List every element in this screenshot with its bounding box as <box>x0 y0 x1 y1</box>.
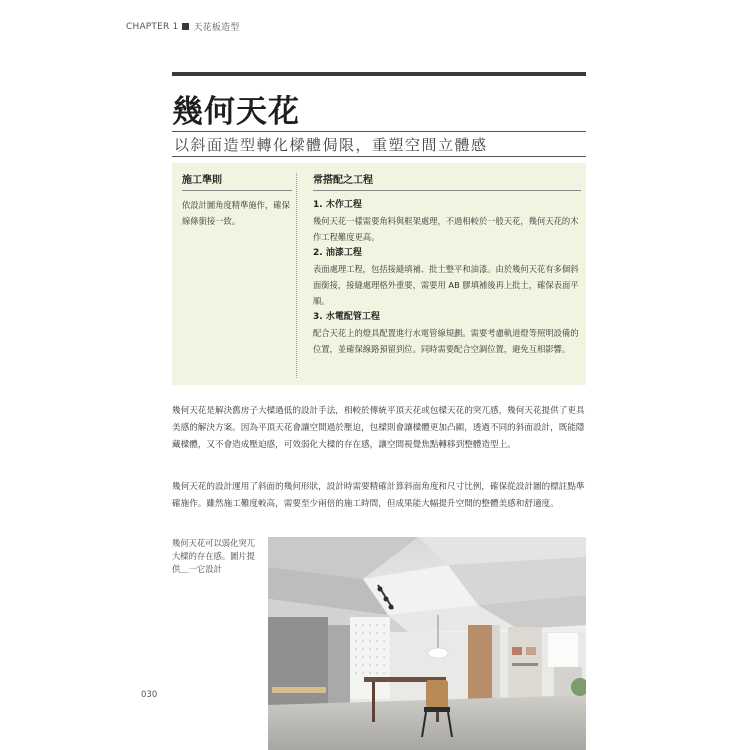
top-rule <box>172 72 586 76</box>
section-title-electrical: 3. 水電配管工程 <box>313 312 380 322</box>
section-label: 天花板造型 <box>193 23 240 33</box>
body-paragraph-1: 幾何天花是解決舊房子大樑過低的設計手法，相較於傳統平頂天花或包樑天花的突兀感，幾何天花提供了更具美感的解決方案。因為平頂天花會讓空間過於壓迫，包樑則會讓樑體更加凸顯，透過不同的斜面設計，既能隱藏樑體，又不會造成壓迫感，可效弱化大樑的存在感，讓空間視覺焦點轉移到整體造型上。 <box>172 406 585 450</box>
section-body-painting: 表面處理工程，包括接縫填補、批土整平和油漆。由於幾何天花有多個斜面銜接，接縫處理格外重要，需要用 AB 膠填補後再上批土，確保表面平順。 <box>313 264 579 306</box>
page-title: 幾何天花 <box>172 94 300 130</box>
interior-photo-illustration <box>268 537 586 750</box>
page-number: 030 <box>141 690 158 700</box>
running-head <box>126 20 239 33</box>
column-divider <box>296 173 297 378</box>
related-works-heading: 常搭配之工程 <box>313 171 581 191</box>
construction-principle-text: 依設計圖角度精準施作，確保線條銜接一致。 <box>182 200 290 226</box>
construction-principle-column <box>182 171 292 229</box>
page-subtitle: 以斜面造型轉化樑體侷限，重塑空間立體感 <box>174 136 488 154</box>
photo-caption: 幾何天花可以弱化突兀大樑的存在感。圖片提供＿一它設計 <box>172 538 255 574</box>
construction-principle-heading: 施工準則 <box>182 171 292 191</box>
chapter-label: CHAPTER 1 <box>126 21 179 32</box>
subtitle-bar <box>172 131 586 157</box>
square-bullet-icon <box>182 23 189 30</box>
section-title-woodwork: 1. 木作工程 <box>313 200 362 210</box>
body-paragraph-2: 幾何天花的設計運用了斜面的幾何形狀，設計時需要精確計算斜面角度和尺寸比例，確保從設計圖的標註點準確施作。雖然施工難度較高，需要至少兩倍的施工時間，但成果能大幅提升空間的整體美感和舒適度。 <box>172 482 585 509</box>
section-body-electrical: 配合天花上的燈具配置進行水電管線規劃。需要考慮軌道燈等照明設備的位置，並確保線路預留到位。同時需要配合空調位置，避免互相影響。 <box>313 328 579 354</box>
section-body-woodwork: 幾何天花一樣需要角料與框架處理，不過相較於一般天花，幾何天花的木作工程難度更高。 <box>313 216 579 242</box>
related-works-column <box>313 171 581 357</box>
info-box <box>172 163 586 385</box>
interior-photo <box>268 537 586 750</box>
section-title-painting: 2. 油漆工程 <box>313 248 362 258</box>
